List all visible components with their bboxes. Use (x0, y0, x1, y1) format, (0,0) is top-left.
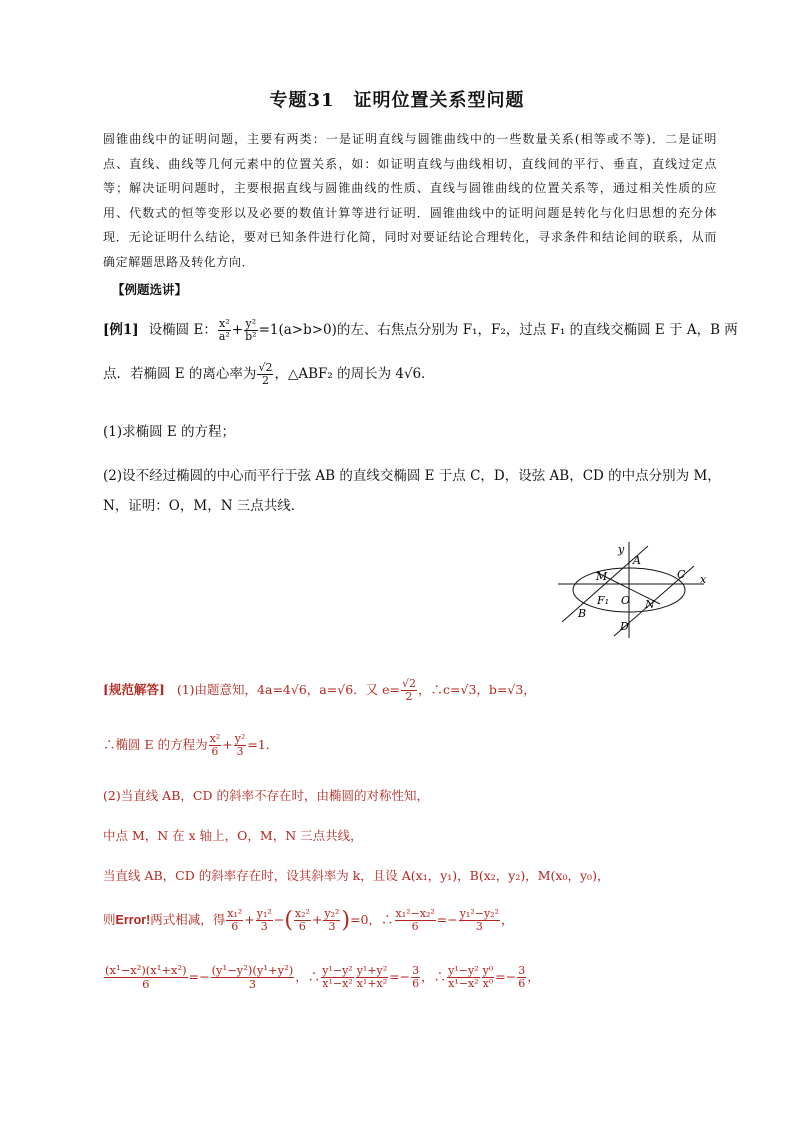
solution-text: ∴椭圆 E 的方程为 (103, 737, 208, 752)
example-label: [例1] (103, 322, 139, 338)
solution-text: =− (495, 969, 517, 984)
label-m: M (596, 570, 608, 583)
solution-text: ， (501, 912, 514, 927)
solution-text: ， (527, 969, 540, 984)
example-text: =1(a>b>0)的左、右焦点分别为 F₁，F₂，过点 F₁ 的直线交椭圆 E 于 A，B 两 (258, 322, 738, 338)
fraction-x2sq-6: $\frac{\text{x₂²}}{6}$ (294, 907, 310, 933)
fraction-y-product-3: $\frac{\text{(y¹−y²)(y¹+y²)}}{3}$ (211, 963, 294, 991)
solution-text: =− (188, 969, 210, 984)
fraction-y2sq-3: $\frac{\text{y₂²}}{3}$ (324, 907, 340, 933)
fraction-x-product-6: $\frac{\text{(x¹−x²)(x¹+x²)}}{6}$ (105, 963, 187, 991)
solution-line-5: 当直线 AB，CD 的斜率存在时，设其斜率为 k，且设 A(x₁，y₁)，B(x₂，y₂)，M(x₀，y₀)， (103, 868, 610, 883)
label-y: y (618, 543, 625, 556)
fraction-sum-ratio: $\frac{\text{y¹+y²}}{\text{x¹+x²}}$ (356, 964, 388, 990)
label-b: B (578, 607, 587, 620)
solution-text: =− (389, 969, 411, 984)
label-f1: F₁ (597, 594, 610, 607)
example-text: ，△ABF₂ 的周长为 4√6． (274, 366, 435, 382)
intro-paragraph: 圆锥曲线中的证明问题，主要有两类：一是证明直线与圆锥曲线中的一些数量关系(相等或不等)．二是证明点、直线、曲线等几何元素中的位置关系，如：如证明直线与曲线相切，直线间的平行、垂直，直线过定点等；解决证明问题时，主要根据直线与圆锥曲线的性质、直线与圆锥曲线的位置关系等，通过相关性质的应用、代数式的恒等变形以及必要的数值计算等进行证明．圆锥曲线中的证明问题是转化与化归思想的充分体现．无论证明什么结论，要对已知条件进行化简，同时对要证结论合理转化，寻求条件和结论间的联系，从而确定解题思路及转化方向． (103, 132, 717, 269)
solution-text: (1)由题意知，4a=4√6，a=√6．又 e= (176, 682, 400, 697)
plus-sign: + (244, 912, 255, 927)
minus-sign: − (273, 912, 285, 927)
solution-text: =− (436, 912, 458, 927)
fraction-x1sq-6: $\frac{\text{x₁²}}{6}$ (227, 907, 243, 933)
solution-text: ，∴ (421, 969, 447, 984)
solution-line-7 (103, 964, 540, 991)
fraction-3-6: $\frac{3}{6}$ (412, 964, 420, 990)
plus-sign: + (311, 912, 323, 927)
fraction-e: $\frac{√2}{2}$ (402, 677, 417, 703)
fraction-x2-a2: $\frac{\text{x²}}{\text{a²}}$ (218, 317, 230, 343)
solution-line-4: 中点 M，N 在 x 轴上，O，M，N 三点共线， (103, 828, 363, 843)
solution-text: ，∴ (295, 969, 321, 984)
plus-sign: + (222, 737, 233, 752)
solution-line-2 (103, 733, 278, 758)
solution-label: [规范解答] (103, 682, 165, 697)
fraction-y1sq-3: $\frac{\text{y₁²}}{3}$ (256, 907, 272, 933)
label-o: O (621, 594, 631, 607)
solution-line-1 (103, 678, 536, 703)
example-line-2 (103, 362, 435, 387)
paren-close: ) (341, 908, 351, 933)
label-x: x (700, 573, 707, 586)
label-a: A (633, 554, 641, 567)
question-2: (2)设不经过椭圆的中心而平行于弦 AB 的直线交椭圆 E 于点 C，D，设弦 AB，CD 的中点分别为 M，N，证明：O，M，N 三点共线． (103, 468, 721, 514)
label-c: C (677, 568, 686, 581)
fraction-y2-3: $\frac{\text{y²}}{3}$ (234, 732, 246, 758)
label-n: N (645, 598, 655, 611)
error-text: Error! (115, 913, 151, 927)
question-1: (1)求椭圆 E 的方程； (103, 424, 236, 440)
fraction-y2-b2: $\frac{\text{y²}}{\text{b²}}$ (245, 317, 257, 343)
paren-open: ( (284, 908, 293, 933)
example-text: 设椭圆 E： (148, 322, 217, 338)
fraction-x2-6: $\frac{\text{x²}}{6}$ (209, 732, 221, 758)
solution-text: =1． (247, 737, 279, 752)
plus-sign: + (231, 322, 244, 338)
label-d: D (620, 620, 629, 633)
example-text: 点．若椭圆 E 的离心率为 (103, 366, 257, 382)
ellipse-diagram (556, 540, 716, 640)
section-heading: 【例题选讲】 (112, 282, 188, 297)
fraction-xdiff-6: $\frac{\text{x₁²−x₂²}}{6}$ (395, 907, 435, 933)
fraction-ydiff-3: $\frac{\text{y₁²−y₂²}}{3}$ (459, 907, 500, 933)
fraction-slope-2: $\frac{\text{y¹−y²}}{\text{x¹−x²}}$ (448, 964, 479, 990)
fraction-slope: $\frac{\text{y¹−y²}}{\text{x¹−x²}}$ (322, 964, 353, 990)
solution-text: ，∴c=√3，b=√3， (418, 682, 536, 697)
fraction-eccentricity: $\frac{√2}{2}$ (258, 361, 273, 387)
solution-text: 两式相减，得 (150, 912, 226, 927)
fraction-y0-x0: $\frac{\text{y⁰}}{\text{x⁰}}$ (482, 964, 494, 990)
solution-line-3: (2)当直线 AB，CD 的斜率不存在时，由椭圆的对称性知， (103, 788, 429, 803)
solution-text: 则 (103, 912, 116, 927)
example-line-1 (103, 318, 738, 343)
solution-text: =0，∴ (350, 912, 394, 927)
fraction-3-6-b: $\frac{3}{6}$ (518, 964, 526, 990)
page-title: 专题31 证明位置关系型问题 (269, 90, 525, 111)
solution-line-6 (103, 908, 514, 933)
